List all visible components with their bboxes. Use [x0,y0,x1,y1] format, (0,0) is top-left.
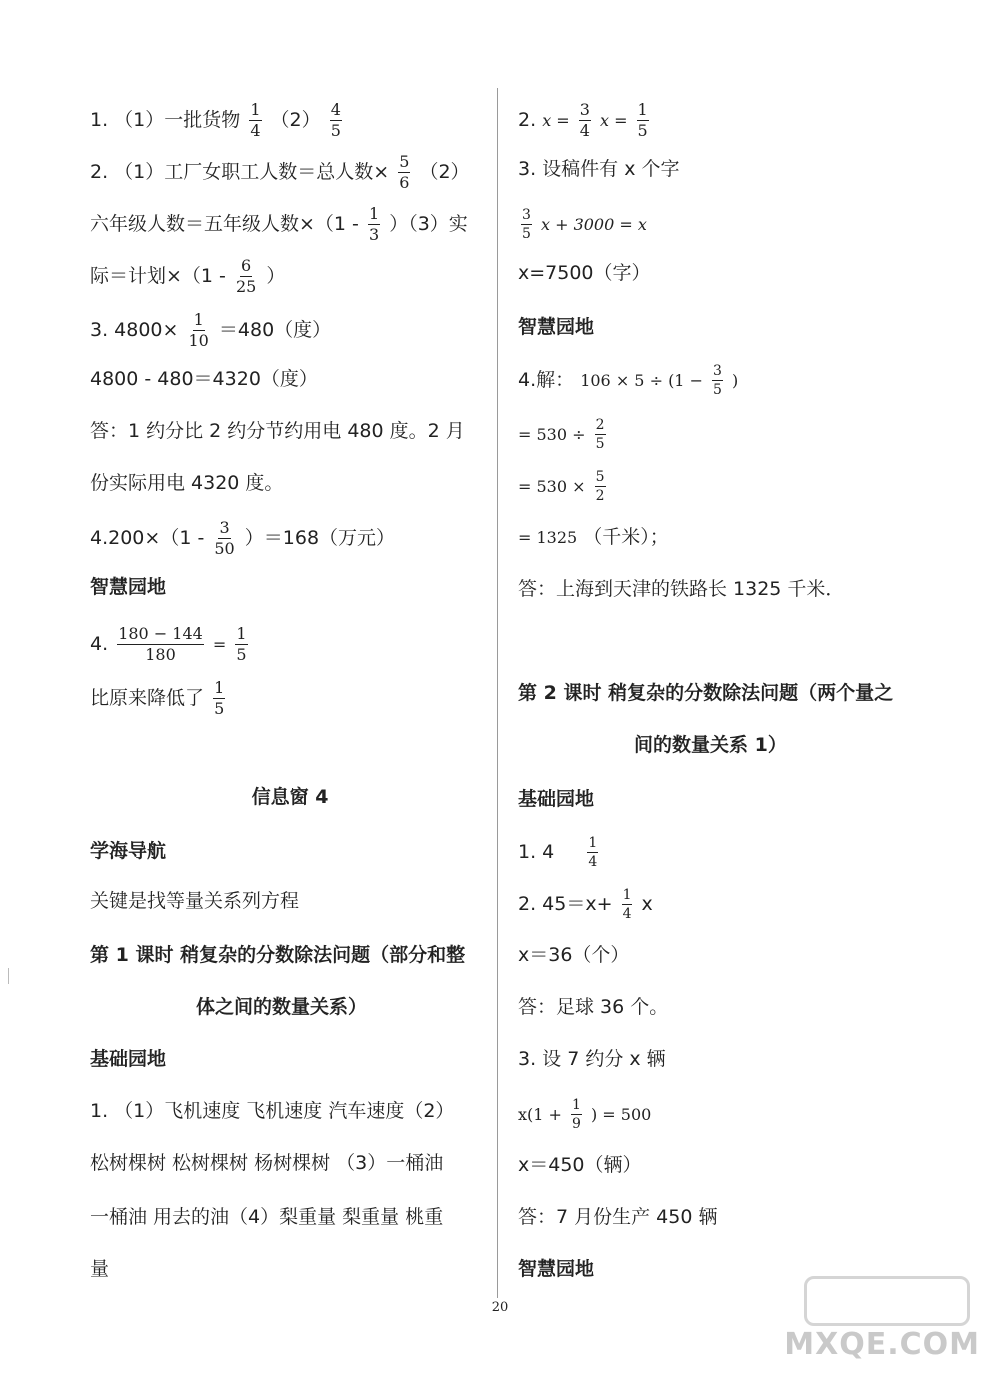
left-line-6: 4800 - 480＝4320（度） [90,368,318,390]
fraction: $\frac{1}{5}$ [637,100,648,140]
right-line-9: 答：上海到天津的铁路长 1325 千米． [518,578,845,600]
right-line-14: 3. 设 7 约分 x 辆 [518,1048,666,1070]
fraction: $\frac{180 - 144}{180}$ [118,624,203,664]
left-line-16: 量 [90,1258,110,1280]
margin-mark [8,968,9,984]
right-line-12: x＝36（个） [518,944,630,966]
left-line-9: 4.200×（1 - $\frac{3}{50}$ ）＝168（万元） [90,518,396,558]
left-line-5: 3. 4800× $\frac{1}{10}$ ＝480（度） [90,310,332,350]
fraction: $\frac{1}{4}$ [622,887,632,922]
left-line-2: 2. （1）工厂女职工人数＝总人数× $\frac{5}{6}$ （2） [90,152,470,192]
left-line-1: 1. （1）一批货物 $\frac{1}{4}$ （2） $\frac{4}{5}$ [90,100,341,140]
page-number: 20 [491,1300,509,1315]
right-line-15: x(1 + $\frac{1}{9}$ ) = 500 [518,1097,652,1132]
section-heading: 学海导航 [90,840,167,862]
left-line-10: 4. $\frac{180 - 144}{180}$ = $\frac{1}{5}$ [90,624,247,664]
fraction: $\frac{5}{2}$ [595,469,605,504]
fraction: $\frac{3}{5}$ [522,207,531,242]
right-line-8: = 1325 （千米）； [518,526,669,548]
section-heading: 智慧园地 [518,316,595,338]
section-heading: 智慧园地 [90,576,167,598]
column-divider [497,88,498,1298]
watermark-logo [804,1276,970,1326]
lesson-title: 第 1 课时 稍复杂的分数除法问题（部分和整 [90,944,466,966]
section-heading: 智慧园地 [518,1258,595,1280]
left-line-3: 六年级人数＝五年级人数×（1 - $\frac{1}{3}$ ）（3）实 [90,204,468,244]
right-line-2: 3. 设稿件有 x 个字 [518,158,680,180]
right-line-11: 2. 45＝x+ $\frac{1}{4}$ x [518,887,653,922]
right-line-16: x＝450（辆） [518,1154,642,1176]
right-line-4: x=7500（字） [518,262,651,284]
right-line-6: = 530 ÷ $\frac{2}{5}$ [518,417,605,452]
right-line-1: 2. x = $\frac{3}{4}$ x = $\frac{1}{5}$ [518,100,648,140]
left-line-13: 1. （1）飞机速度 飞机速度 汽车速度（2） [90,1100,455,1122]
section-heading: 基础园地 [518,788,595,810]
fraction: $\frac{3}{50}$ [214,518,235,558]
left-line-8: 份实际用电 4320 度。 [90,472,284,494]
right-line-3: $\frac{3}{5}$ x + 3000 = x [522,207,647,242]
lesson-title: 第 2 课时 稍复杂的分数除法问题（两个量之 [518,682,894,704]
fraction: $\frac{1}{4}$ [250,100,261,140]
right-line-7: = 530 × $\frac{5}{2}$ [518,469,605,504]
fraction: $\frac{1}{5}$ [214,678,225,718]
fraction: $\frac{6}{25}$ [235,256,257,296]
fraction: $\frac{4}{5}$ [330,100,341,140]
fraction: $\frac{3}{5}$ [713,363,722,398]
fraction: $\frac{1}{4}$ [588,835,598,870]
section-heading: 基础园地 [90,1048,167,1070]
left-line-11: 比原来降低了 $\frac{1}{5}$ [90,678,225,718]
left-line-15: 一桶油 用去的油（4）梨重量 梨重量 桃重 [90,1206,444,1228]
info-window-title: 信息窗 4 [251,786,329,808]
fraction: $\frac{1}{5}$ [236,624,247,664]
watermark-text: MXQE.COM [784,1327,980,1362]
fraction: $\frac{2}{5}$ [595,417,605,452]
left-line-4: 际＝计划×（1 - $\frac{6}{25}$ ） [90,256,286,296]
fraction: $\frac{1}{9}$ [571,1097,581,1132]
fraction: $\frac{3}{4}$ [579,100,590,140]
lesson-title-cont: 体之间的数量关系） [196,996,368,1018]
right-line-5: 4.解： 106 × 5 ÷ (1 − $\frac{3}{5}$ ) [518,363,739,398]
fraction: $\frac{1}{3}$ [368,204,380,244]
fraction: $\frac{1}{10}$ [188,310,209,350]
left-line-7: 答：1 约分比 2 约分节约用电 480 度。2 月 [90,420,465,442]
left-line-12: 关键是找等量关系列方程 [90,890,300,912]
fraction: $\frac{5}{6}$ [399,152,410,192]
right-line-10: 1. 4 $\frac{1}{4}$ [518,835,598,870]
right-line-13: 答：足球 36 个。 [518,996,669,1018]
right-line-17: 答：7 月份生产 450 辆 [518,1206,718,1228]
lesson-title-cont: 间的数量关系 1） [634,734,787,756]
left-line-14: 松树棵树 松树棵树 杨树棵树 （3）一桶油 [90,1152,444,1174]
